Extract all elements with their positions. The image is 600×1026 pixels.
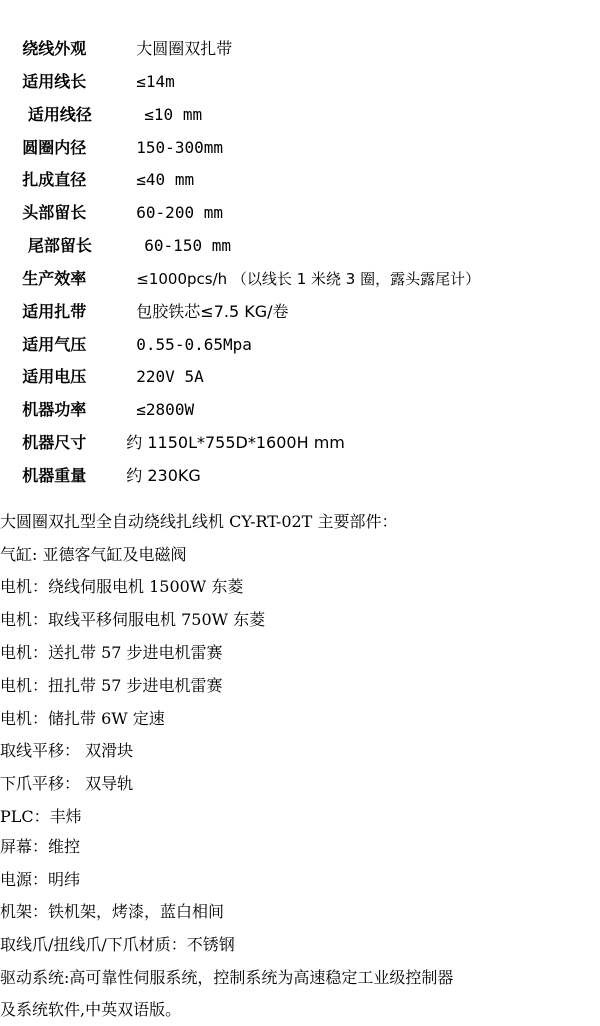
- spec-value: ≤40 mm: [136, 170, 195, 189]
- spec-label: 适用电压: [22, 367, 87, 386]
- parts-item-power-supply: 电源：明纬: [0, 870, 81, 889]
- spec-value: ≤14m: [136, 72, 175, 91]
- parts-item-plc: PLC：丰炜: [0, 807, 82, 826]
- spec-label: 适用气压: [22, 335, 87, 354]
- spec-row-tail-length: [0, 216, 231, 255]
- spec-label: 机器重量: [22, 466, 87, 485]
- spec-row-bundle-diameter: [0, 150, 195, 189]
- spec-label: 扎成直径: [22, 170, 87, 189]
- spec-value: ≤10 mm: [144, 105, 203, 124]
- spec-row-weight: [0, 446, 201, 485]
- spec-label: 适用线长: [22, 72, 87, 91]
- spec-value: 约 230KG: [126, 466, 201, 485]
- spec-value: 60-150 mm: [144, 236, 231, 255]
- spec-label: 绕线外观: [22, 39, 87, 58]
- spec-value: 大圆圈双扎带: [136, 39, 233, 58]
- spec-label: 尾部留长: [22, 236, 92, 255]
- spec-row-wire-length: [0, 52, 175, 91]
- spec-row-cable-tie: [0, 282, 289, 321]
- spec-value: ≤2800W: [136, 400, 195, 419]
- spec-value: 包胶铁芯≤7.5 KG/卷: [136, 302, 289, 321]
- parts-item-screen: 屏幕：维控: [0, 837, 81, 856]
- spec-value: 0.55-0.65Mpa: [136, 335, 252, 354]
- spec-row-dimensions: [0, 413, 345, 452]
- parts-item-frame: 机架：铁机架，烤漆，蓝白相间: [0, 902, 225, 921]
- parts-item-drive-system: 驱动系统:高可靠性伺服系统，控制系统为高速稳定工业级控制器: [0, 968, 454, 987]
- spec-label: 头部留长: [22, 203, 87, 222]
- parts-item-software: 及系统软件,中英双语版。: [0, 1000, 182, 1019]
- spec-value: 150-300mm: [136, 138, 223, 157]
- parts-item-traverse-motor: 电机：取线平移伺服电机 750W 东菱: [0, 610, 266, 629]
- parts-item-store-tie-motor: 电机：储扎带 6W 定速: [0, 709, 165, 728]
- spec-row-air-pressure: [0, 315, 252, 354]
- spec-row-head-length: [0, 183, 223, 222]
- spec-row-efficiency: [0, 249, 481, 288]
- spec-row-winding-appearance: [0, 19, 233, 58]
- spec-label: 生产效率: [22, 269, 87, 288]
- spec-row-voltage: [0, 347, 204, 386]
- spec-value: 约 1150L*755D*1600H mm: [126, 433, 345, 452]
- spec-value: 220V 5A: [136, 367, 204, 386]
- spec-label: 机器功率: [22, 400, 87, 419]
- parts-item-twist-tie-motor: 电机：扭扎带 57 步进电机雷赛: [0, 676, 223, 695]
- spec-label: 适用线径: [22, 105, 92, 124]
- parts-title: 大圆圈双扎型全自动绕线扎线机 CY-RT-02T 主要部件：: [0, 512, 398, 531]
- spec-row-wire-diameter: [0, 85, 203, 124]
- parts-item-lower-claw: 下爪平移： 双导轨: [0, 774, 134, 793]
- spec-value: ≤1000pcs/h （以线长 1 米绕 3 圈，露头露尾计）: [136, 270, 481, 288]
- spec-label: 适用扎带: [22, 302, 87, 321]
- spec-label: 机器尺寸: [22, 433, 87, 452]
- spec-value: 60-200 mm: [136, 203, 223, 222]
- spec-row-power: [0, 380, 195, 419]
- spec-label: 圆圈内径: [22, 138, 87, 157]
- parts-item-winding-motor: 电机：绕线伺服电机 1500W 东菱: [0, 577, 244, 596]
- parts-item-cylinder: 气缸: 亚德客气缸及电磁阀: [0, 545, 187, 564]
- spec-row-inner-diameter: [0, 118, 223, 157]
- parts-item-wire-traverse: 取线平移： 双滑块: [0, 741, 134, 760]
- parts-item-claw-material: 取线爪/扭线爪/下爪材质：不锈钢: [0, 935, 235, 954]
- parts-item-feed-tie-motor: 电机：送扎带 57 步进电机雷赛: [0, 643, 223, 662]
